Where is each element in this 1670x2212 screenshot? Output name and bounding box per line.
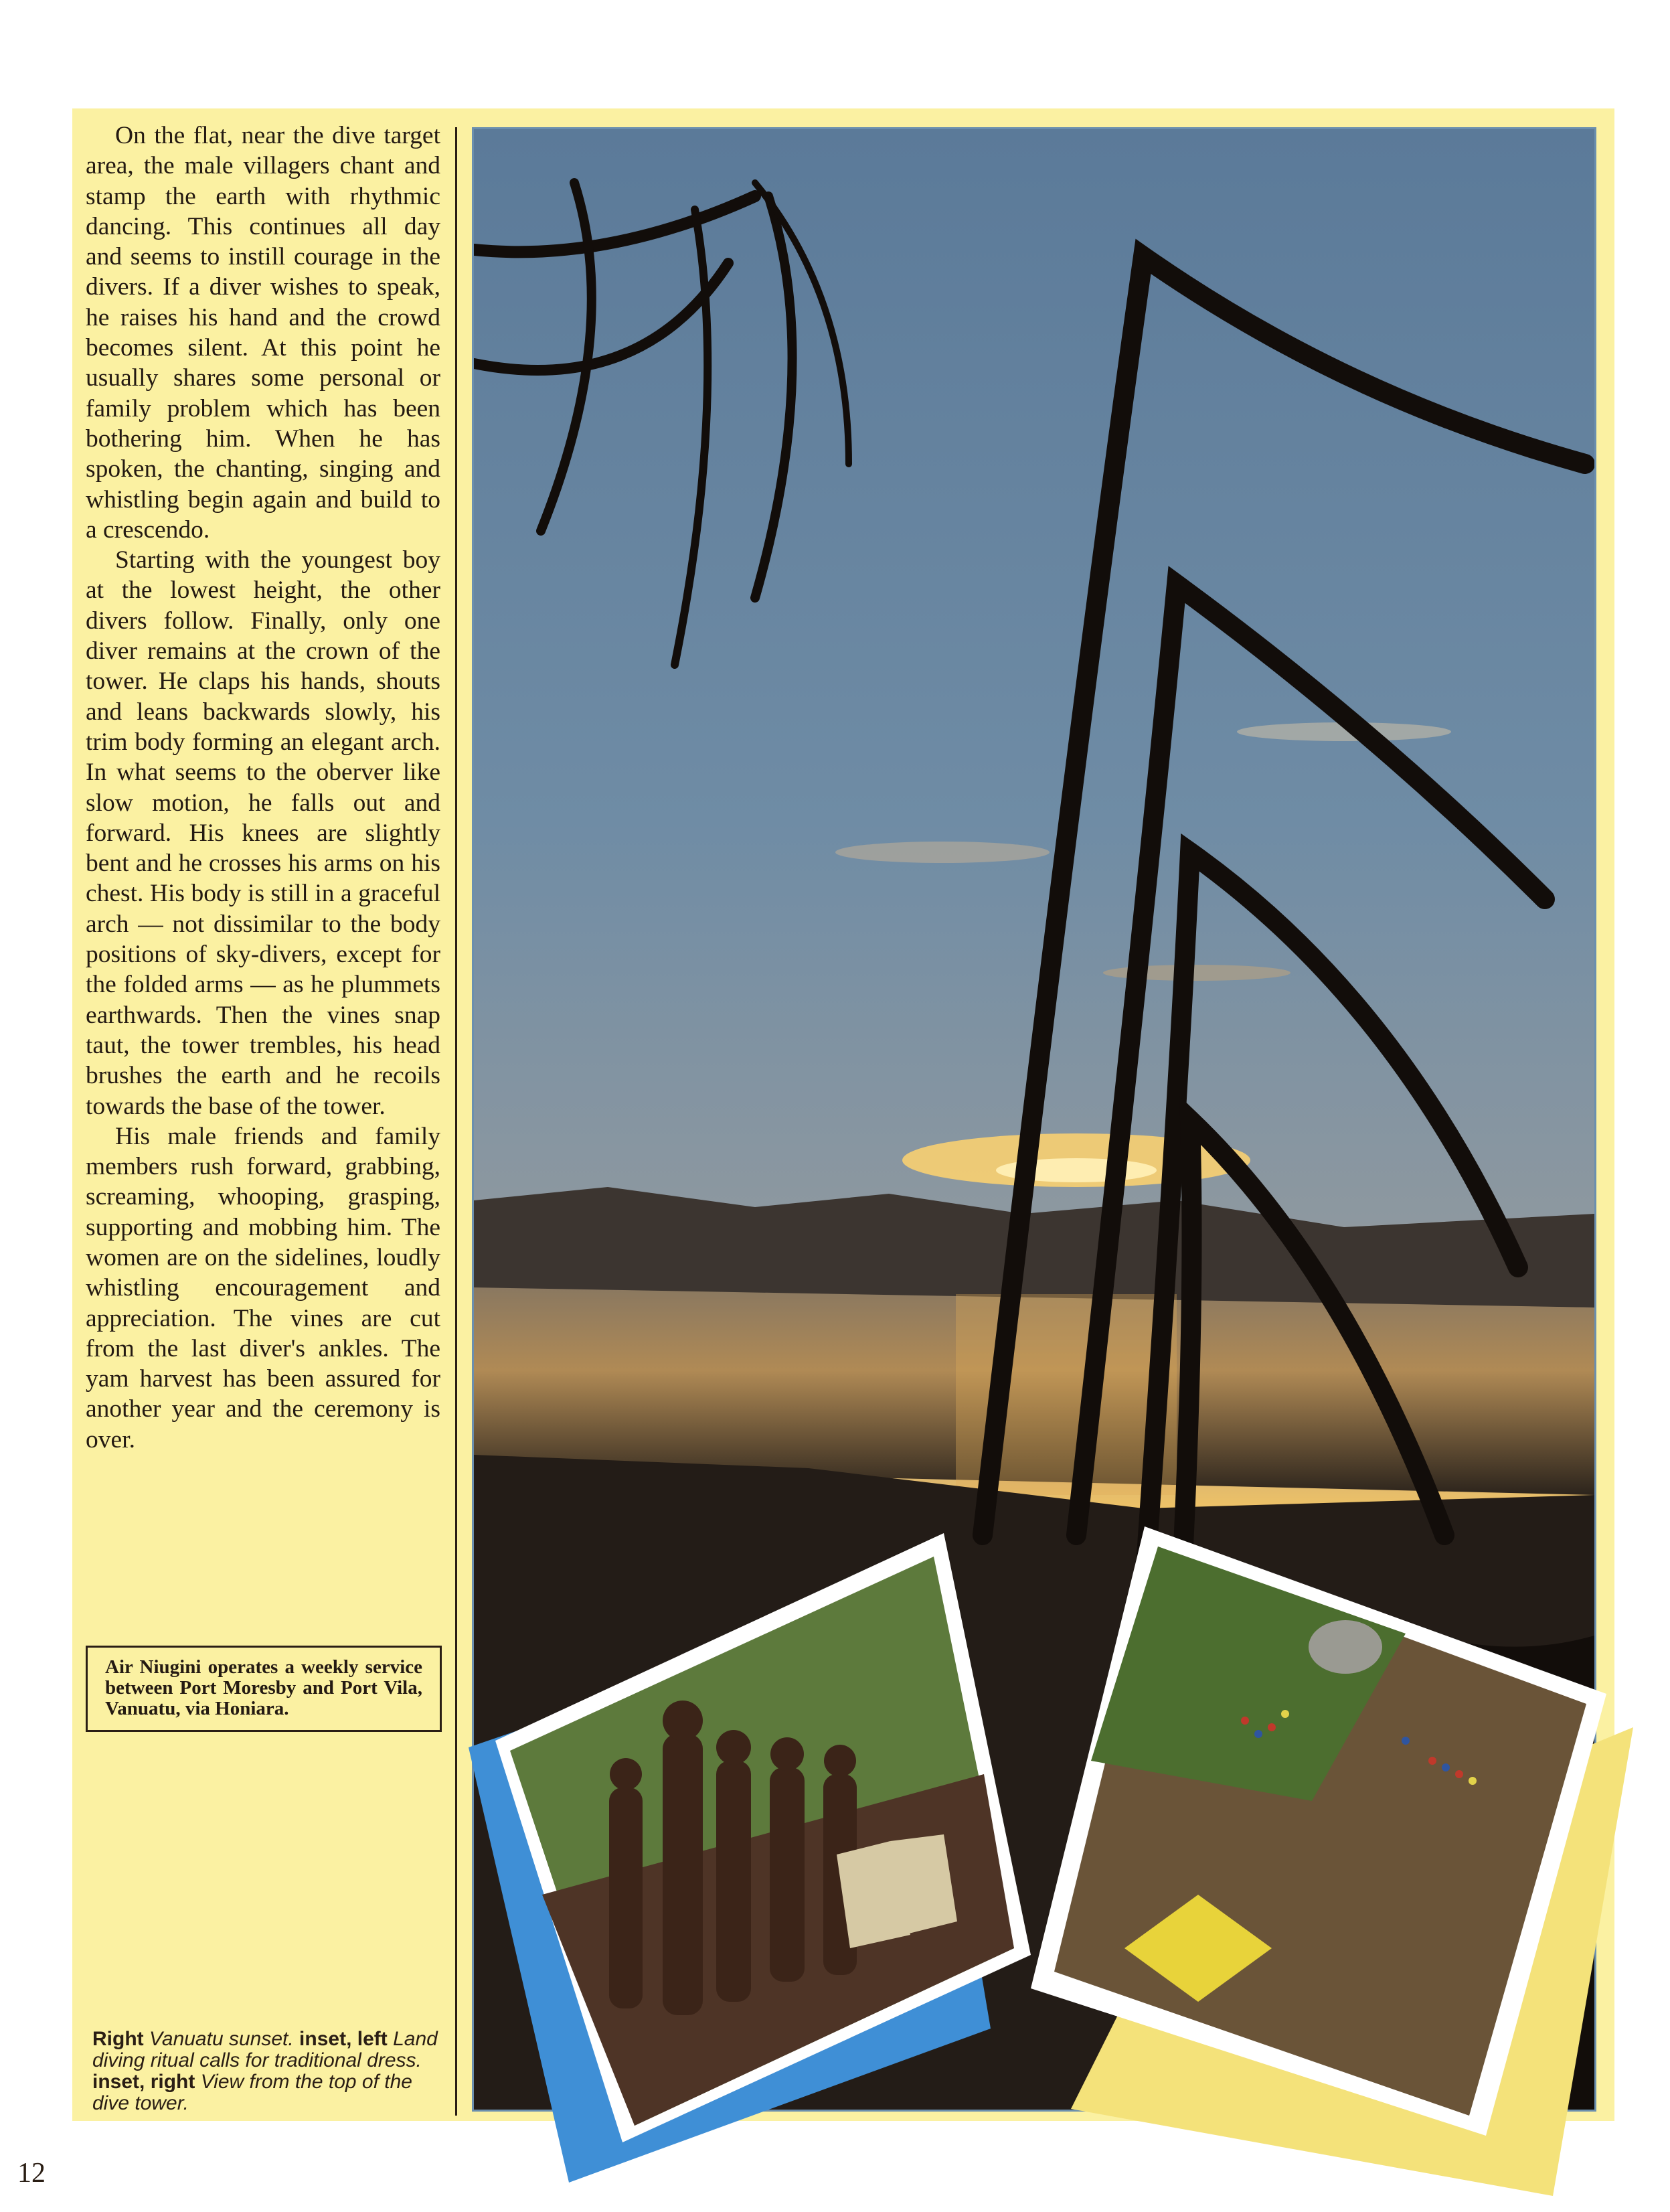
caption-label-right: Right	[92, 2028, 144, 2050]
caption-text-inset-right: View from the top of the dive tower.	[92, 2071, 412, 2114]
column-divider	[455, 127, 457, 2116]
caption-text-right: Vanuatu sunset.	[149, 2028, 294, 2050]
airline-note-box: Air Niugini operates a weekly service between Port Moresby and Port Vila, Vanuatu, via Honiara.	[86, 1646, 442, 1732]
article-body	[86, 121, 440, 1455]
article-column	[86, 121, 440, 1455]
inset-right-illustration	[1031, 1520, 1647, 2209]
caption-label-inset-left: inset, left	[299, 2028, 388, 2050]
caption-label-inset-right: inset, right	[92, 2071, 195, 2093]
inset-left-illustration	[462, 1520, 1118, 2189]
article-paragraph: On the flat, near the dive target area, the male villagers chant and stamp the earth with rhythmic dancing. This continues all day and seems to instill courage in the divers. If a diver wishes to speak, he raises his hand and the crowd becomes silent. At this point he usually shares some personal or family problem which has been bothering him. When he has spoken, the chanting, singing and whistling begin again and build to a crescendo.	[86, 122, 440, 544]
inset-left-photo-blue-frame	[462, 1520, 1118, 2189]
photo-caption	[92, 2029, 447, 2114]
caption-text-inset-left: Land diving ritual calls for traditional dress.	[92, 2028, 438, 2071]
inset-right-photo-yellow-frame	[1031, 1520, 1647, 2209]
article-paragraph: His male friends and family members rush forward, grabbing, screaming, whooping, grasping, supporting and mobbing him. The women are on the sidelines, loudly whistling encouragement and appreciation. The vines are cut from the last diver's ankles. The yam harvest has been assured for another year and the ceremony is over.	[86, 1122, 440, 1453]
page-number: 12	[17, 2158, 46, 2189]
article-paragraph: Starting with the youngest boy at the lowest height, the other divers follow. Finally, only one diver remains at the crown of the tower. He claps his hands, shouts and leans backwards slowly, his trim body forming an elegant arch. In what seems to the oberver like slow motion, he falls out and forward. His knees are slightly bent and he crosses his arms on his chest. His body is still in a graceful arch — not dissimilar to the body positions of sky-divers, except for the folded arms — as he plummets earthwards. Then the vines snap taut, the tower trembles, his head brushes the earth and he recoils towards the base of the tower.	[86, 546, 440, 1120]
